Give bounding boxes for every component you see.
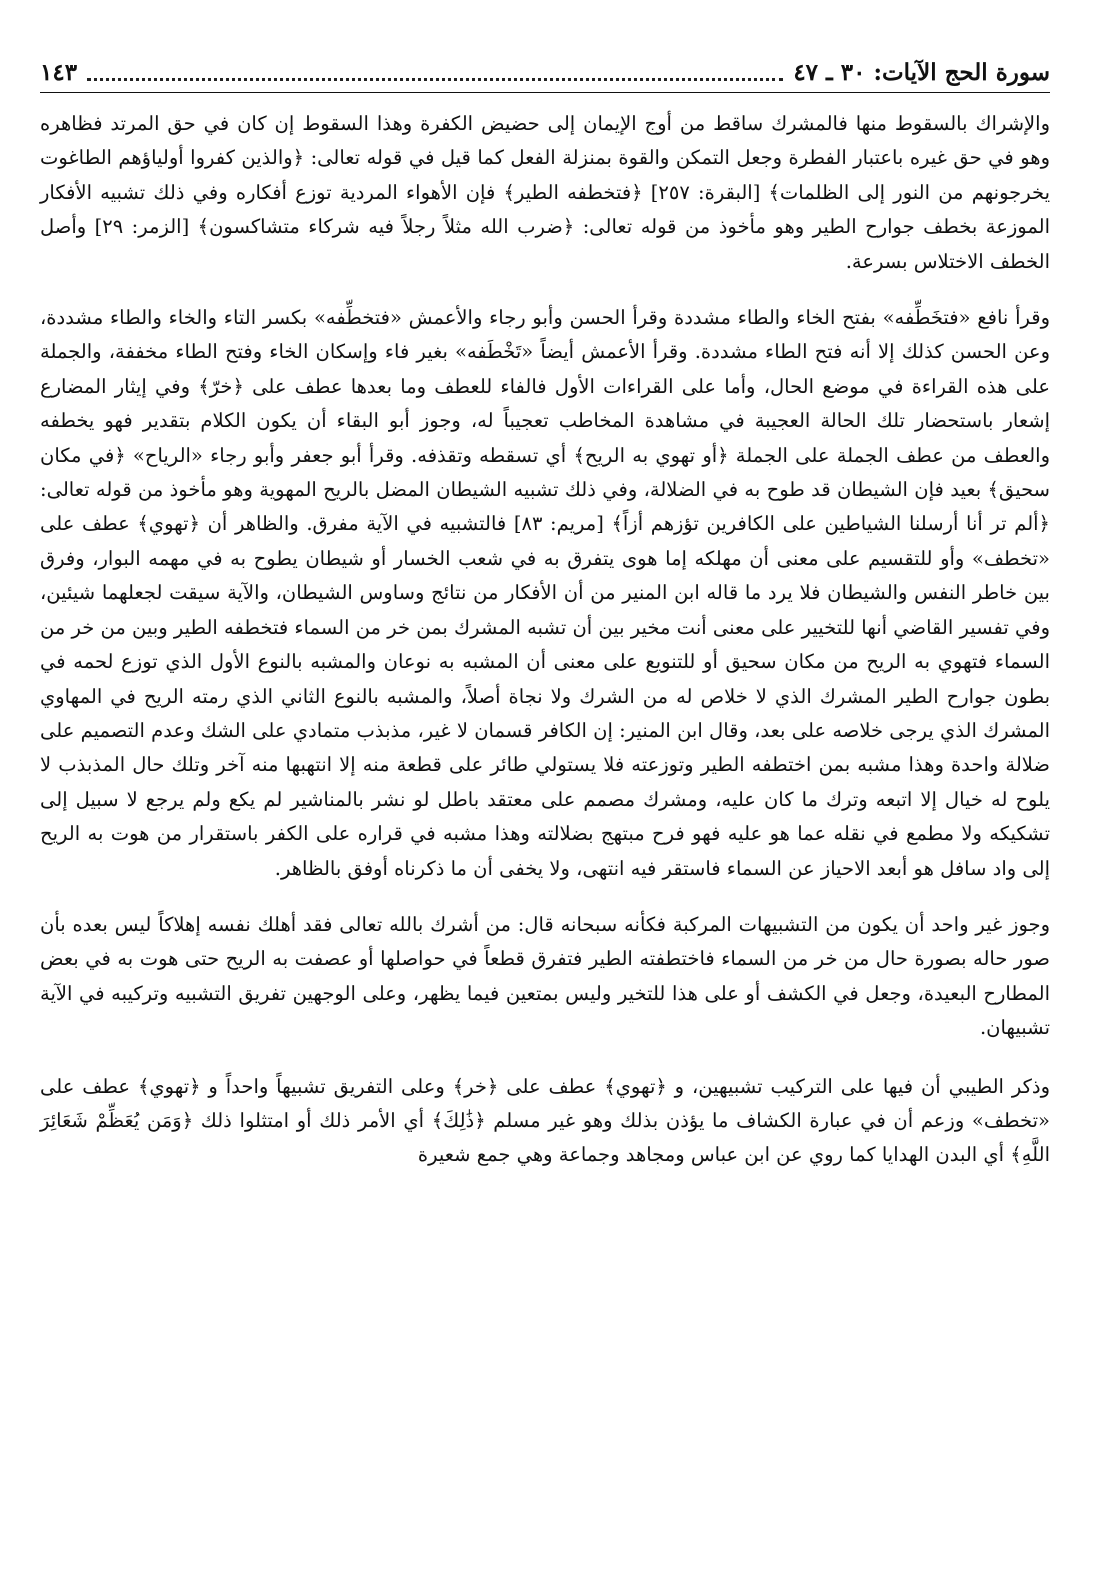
surah-header-title: سورة الحج الآيات: ٣٠ ـ ٤٧: [793, 59, 1050, 86]
paragraph-4: وذكر الطيبي أن فيها على التركيب تشبيهين، و ﴿تهوي﴾ عطف على ﴿خر﴾ وعلى التفريق تشبيهاً واحداً و ﴿تهوي﴾ عطف على «تخطف» وزعم أن في عبارة الكشاف ما يؤذن بذلك وهو غير مسلم ﴿ذَٰلِكَ﴾ أي الأمر ذلك أو امتثلوا ذلك ﴿وَمَن يُعَظِّمْ شَعَائِرَ اللَّهِ﴾ أي البدن الهدايا كما روي عن ابن عباس ومجاهد وجماعة وهي جمع شعيرة: [40, 1074, 1050, 1167]
header-rule: [40, 92, 1050, 93]
page-number: ١٤٣: [40, 59, 78, 86]
header-dot-leader: [87, 78, 783, 81]
book-page: [40, 54, 1050, 1173]
paragraph-3: وجوز غير واحد أن يكون من التشبيهات المركبة فكأنه سبحانه قال: من أشرك بالله تعالى فقد أهلك نفسه إهلاكاً ليس بعده بأن صور حاله بصورة حال من خر من السماء فاختطفته الطير فتفرق قطعاً في حواصلها أو عصفت به الريح حتى هوت به في بعض المطارح البعيدة، وجعل في الكشف أو على هذا للتخير وليس بمتعين فيما يظهر، وعلى الوجهين تفريق التشبيه وتركيبه في الآية تشبيهان.: [40, 912, 1050, 1040]
paragraph-2: وقرأ نافع «فتخَطِّفه» بفتح الخاء والطاء مشددة وقرأ الحسن وأبو رجاء والأعمش «فتخطِّفه» بكسر التاء والخاء والطاء مشددة، وعن الحسن كذلك إلا أنه فتح الطاء مشددة. وقرأ الأعمش أيضاً «تَخْطَفه» بغير فاء وإسكان الخاء وفتح الطاء مخففة، والجملة على هذه القراءة في موضع الحال، وأما على القراءات الأول فالفاء للعطف وما بعدها عطف على ﴿خرّ﴾ وفي إيثار المضارع إشعار باستحضار تلك الحالة العجيبة في مشاهدة المخاطب تعجيباً له، وجوز أبو البقاء أن يكون الكلام بتقدير فهو يخطفه والعطف من عطف الجملة على الجملة ﴿أو تهوي به الريح﴾ أي تسقطه وتقذفه. وقرأ أبو جعفر وأبو رجاء «الرياح» ﴿في مكان سحيق﴾ بعيد فإن الشيطان قد طوح به في الضلالة، وفي ذلك تشبيه الشيطان المضل بالريح المهوية وهو مأخوذ من قوله تعالى: ﴿ألم تر أنا أرسلنا الشياطين على الكافرين تؤزهم أزاً﴾ [مريم: ٨٣] فالتشبيه في الآية مفرق. والظاهر أن ﴿تهوي﴾ عطف على «تخطف» وأو للتقسيم على معنى أن مهلكه إما هوى يتفرق به في شعب الخسار أو شيطان يطوح به في مهمه البوار، وفرق بين خاطر النفس والشيطان فلا يرد ما قاله ابن المنير من أن الأفكار من نتائج وساوس الشيطان، والآية سيقت لجعلهما شيئين، وفي تفسير القاضي أنها للتخيير على معنى أنت مخير بين أن تشبه المشرك بمن خر من السماء فتخطفه الطير وبين من خر من السماء فتهوي به الريح من مكان سحيق أو للتنويع على معنى أن المشبه به نوعان والمشبه بالنوع الأول الذي توزع لحمه في بطون جوارح الطير المشرك الذي لا خلاص له من الشرك ولا نجاة أصلاً، والمشبه بالنوع الثاني الذي رمته الريح في المهاوي المشرك الذي يرجى خلاصه على بعد، وقال ابن المنير: إن الكافر قسمان لا غير، مذبذب متمادي على الشك وعدم التصميم على ضلالة واحدة وهذا مشبه بمن اختطفه الطير وتوزعته فلا يستولي طائر على قطعة منه إلا انتهبها منه آخر وتلك حال المذبذب لا يلوح له خيال إلا اتبعه وترك ما كان عليه، ومشرك مصمم على معتقد باطل لو نشر بالمناشير لم يكع ولم يرجع لا سبيل إلى تشكيكه ولا مطمع في نقله عما هو عليه فهو فرح مبتهج بضلالته وهذا مشبه في قراره على الكفر باستقرار من هوت به الريح إلى واد سافل هو أبعد الاحياز عن السماء فاستقر فيه انتهى، ولا يخفى أن ما ذكرناه أوفق بالظاهر.: [40, 306, 1050, 880]
paragraph-1: والإشراك بالسقوط منها فالمشرك ساقط من أوج الإيمان إلى حضيض الكفرة وهذا السقوط إن كان في حق المرتد فظاهره وهو في حق غيره باعتبار الفطرة وجعل التمكن والقوة بمنزلة الفعل كما قيل في قوله تعالى: ﴿والذين كفروا أولياؤهم الطاغوت يخرجونهم من النور إلى الظلمات﴾ [البقرة: ٢٥٧] ﴿فتخطفه الطير﴾ فإن الأهواء المردية توزع أفكاره وفي ذلك تشبيه الأفكار الموزعة بخطف جوارح الطير وهو مأخوذ من قوله تعالى: ﴿ضرب الله مثلاً رجلاً فيه شركاء متشاكسون﴾ [الزمر: ٢٩] وأصل الخطف الاختلاس بسرعة.: [40, 112, 1051, 273]
running-head: [40, 54, 1050, 90]
